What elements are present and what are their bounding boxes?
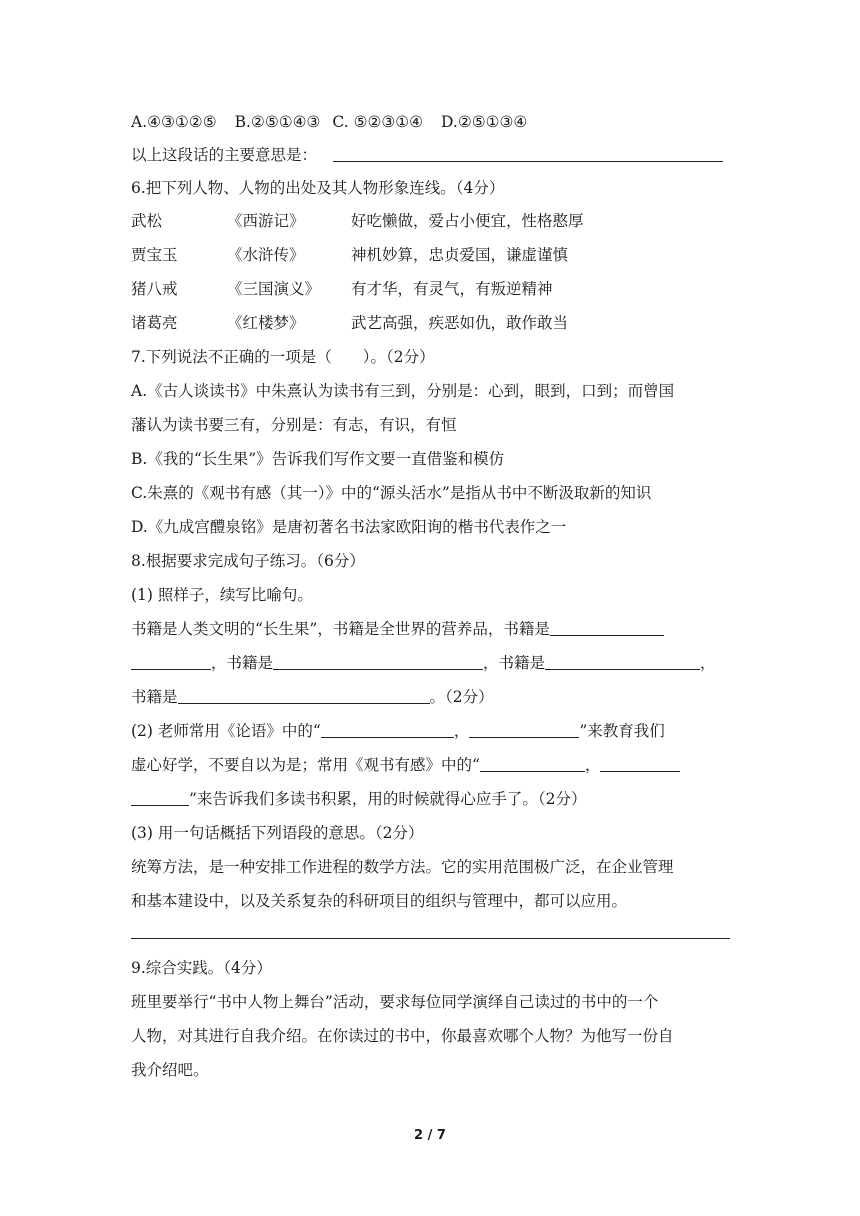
- poem-blank-1[interactable]: [480, 755, 585, 772]
- q7-option-a-line2: 藩认为读书要三有，分别是：有志，有识，有恒: [131, 416, 457, 434]
- q6-trait[interactable]: 武艺高强，疾恶如仇，敢作敢当: [351, 314, 569, 332]
- lunyu-blank-2[interactable]: [469, 721, 579, 738]
- q6-book[interactable]: 《三国演义》: [227, 280, 321, 298]
- simile-blank-1[interactable]: [550, 619, 664, 636]
- q8-part2-line1: [131, 721, 731, 741]
- q6-row: [131, 211, 731, 231]
- q8-part3-line2: 和基本建设中，以及关系复杂的科研项目的组织与管理中，都可以应用。: [131, 892, 628, 910]
- simile-blank-1-cont[interactable]: [131, 653, 211, 670]
- main-idea-answer-blank[interactable]: [333, 145, 723, 162]
- option-a: A.④③①②⑤: [131, 113, 217, 131]
- poem-blank-2-cont[interactable]: [131, 789, 189, 806]
- q8-part1-line3-end: 。（2分）: [429, 688, 494, 706]
- q6-book[interactable]: 《西游记》: [227, 212, 305, 230]
- q6-row: [131, 313, 731, 333]
- q6-person[interactable]: 猪八戒: [131, 280, 178, 298]
- main-idea-line: [131, 145, 731, 165]
- q7-title: 7.下列说法不正确的一项是（ ）。（2分）: [131, 348, 435, 366]
- q6-title: 6.把下列人物、人物的出处及其人物形象连线。（4分）: [131, 179, 505, 197]
- q9-line3: 我介绍吧。: [131, 1061, 209, 1079]
- main-idea-prompt: 以上这段话的主要意思是：: [131, 146, 318, 164]
- q9-line2: 人物，对其进行自我介绍。在你读过的书中，你最喜欢哪个人物？为他写一份自: [131, 1027, 674, 1045]
- option-c: C. ⑤②③①④: [332, 113, 424, 131]
- q8-part1-comma: ，: [700, 654, 716, 672]
- q8-part1-text: 书籍是人类文明的“长生果”，书籍是全世界的营养品，书籍是: [131, 620, 550, 638]
- answer-options-line: [131, 112, 731, 132]
- q6-book[interactable]: 《红楼梦》: [227, 314, 305, 332]
- poem-blank-2[interactable]: [600, 755, 680, 772]
- q6-person[interactable]: 武松: [131, 212, 163, 230]
- q8-part1-sep: ，书籍是: [211, 654, 274, 672]
- q7-option-d: D.《九成宫醴泉铭》是唐初著名书法家欧阳询的楷书代表作之一: [131, 518, 567, 536]
- q6-book[interactable]: 《水浒传》: [227, 246, 305, 264]
- q6-person[interactable]: 诸葛亮: [131, 314, 178, 332]
- q8-part2-line3: [131, 789, 731, 809]
- option-b: B.②⑤①④③: [234, 113, 321, 131]
- q6-row: [131, 245, 731, 265]
- q8-part2-start: (2) 老师常用《论语》中的“: [131, 722, 321, 740]
- q8-part1-sep2: ，书籍是: [483, 654, 546, 672]
- q8-part1-line3-start: 书籍是: [131, 688, 178, 706]
- q6-trait[interactable]: 神机妙算，忠贞爱国，谦虚谨慎: [351, 246, 569, 264]
- q6-person[interactable]: 贾宝玉: [131, 246, 178, 264]
- simile-blank-4[interactable]: [178, 687, 430, 704]
- simile-blank-2[interactable]: [273, 653, 483, 670]
- page-number: 2 / 7: [414, 1128, 446, 1143]
- q8-part2-line2: [131, 755, 731, 775]
- option-d: D.②⑤①③④: [441, 113, 528, 131]
- q8-part2-end: ”来教育我们: [579, 722, 665, 740]
- q7-option-a-line1: A.《古人谈读书》中朱熹认为读书有三到，分别是：心到，眼到，口到；而曾国: [131, 382, 675, 400]
- summary-answer-line[interactable]: [131, 938, 730, 939]
- q7-option-c: C.朱熹的《观书有感（其一）》中的“源头活水”是指从书中不断汲取新的知识: [131, 484, 652, 502]
- q8-part2-comma: ，: [453, 722, 470, 740]
- q8-part3-line1: 统筹方法，是一种安排工作进程的数学方法。它的实用范围极广泛，在企业管理: [131, 858, 674, 876]
- q6-trait[interactable]: 好吃懒做，爱占小便宜，性格憨厚: [351, 212, 584, 230]
- q8-part1-line3: [131, 687, 731, 707]
- q8-part2-comma2: ，: [584, 756, 601, 774]
- q8-part2-line2-start: 虚心好学，不要自以为是；常用《观书有感》中的“: [131, 756, 480, 774]
- simile-blank-3[interactable]: [545, 653, 700, 670]
- q6-row: [131, 279, 731, 299]
- q9-line1: 班里要举行“书中人物上舞台”活动，要求每位同学演绎自己读过的书中的一个: [131, 993, 659, 1011]
- lunyu-blank-1[interactable]: [321, 721, 454, 738]
- q8-part1-line2: [131, 653, 731, 673]
- q9-title: 9.综合实践。（4分）: [131, 959, 272, 977]
- q6-trait[interactable]: 有才华，有灵气，有叛逆精神: [351, 280, 553, 298]
- q8-part1-title: (1) 照样子，续写比喻句。: [131, 586, 313, 604]
- q8-part1-line1: [131, 619, 731, 639]
- q7-option-b: B.《我的“长生果”》告诉我们写作文要一直借鉴和模仿: [131, 450, 505, 468]
- q8-part2-line3-end: ”来告诉我们多读书积累，用的时候就得心应手了。（2分）: [189, 790, 587, 808]
- q8-part3-title: (3) 用一句话概括下列语段的意思。（2分）: [131, 824, 424, 842]
- q8-title: 8.根据要求完成句子练习。（6分）: [131, 552, 365, 570]
